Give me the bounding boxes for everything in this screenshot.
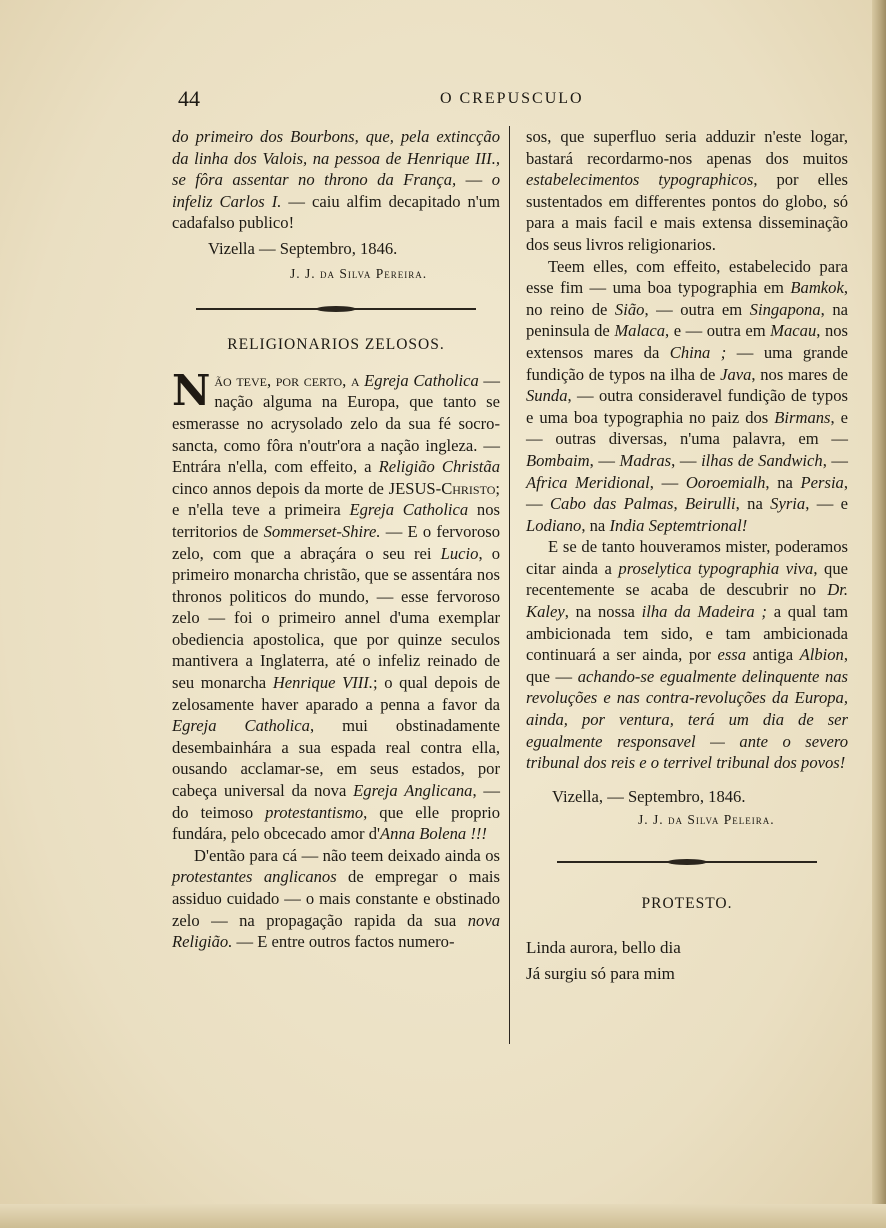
italic-text: Sommerset-Shire. bbox=[263, 521, 381, 541]
text-run: , na bbox=[581, 515, 610, 535]
section-title: RELIGIONARIOS ZELOSOS. bbox=[227, 336, 445, 354]
text-run: , — do teimoso bbox=[172, 781, 500, 822]
italic-text: Lucio bbox=[440, 543, 479, 563]
text-run: , e — outra em bbox=[665, 321, 771, 341]
text-run: — nação alguma na Europa, que tanto se esmerasse no acrysolado zelo da sua fé socro-sancta, como fôra n'outr'ora a nação ingleza. — Entrára n'ella, com effeito, a bbox=[172, 370, 501, 477]
signature-date: Vizella, — Septembro, 1846. bbox=[552, 786, 746, 806]
italic-text: Dr. Kaley bbox=[526, 580, 848, 622]
text-run: ão teve, por certo, a bbox=[214, 370, 365, 390]
poem-line: Já surgiu só para mim bbox=[526, 963, 675, 983]
text-run: — E o fervoroso zelo, com que a abraçára o seu rei bbox=[172, 521, 500, 563]
italic-text: ilha da Madeira ; bbox=[641, 602, 767, 622]
text-run: Teem elles, com effeito, estabelecido para esse fim — uma boa typographia em bbox=[526, 256, 848, 298]
italic-text: Egreja Catholica bbox=[172, 716, 310, 736]
text-run: antiga bbox=[746, 645, 800, 665]
text-run: D'então para cá — não teem deixado ainda os bbox=[194, 845, 500, 865]
italic-text: Cabo das Palmas bbox=[549, 494, 674, 514]
text-run: Christo bbox=[441, 478, 496, 498]
text-run: , por elles sustentados em differentes pontos do globo, só para a mais facil e mais extensa disseminação dos seus livros religionarios. bbox=[526, 170, 848, 254]
left-column bbox=[172, 126, 500, 953]
text-run: , na bbox=[765, 472, 801, 492]
italic-text: Religião Christãa bbox=[378, 457, 500, 477]
page-header bbox=[178, 86, 588, 112]
italic-text: China ; bbox=[669, 342, 727, 362]
signature-date: Vizella — Septembro, 1846. bbox=[208, 238, 398, 258]
text-run: — caiu alfim decapitado n'um cadafalso publico! bbox=[172, 191, 500, 233]
text-run: , — bbox=[526, 472, 849, 514]
italic-text: Sião bbox=[614, 299, 645, 319]
italic-text: India Septemtrional! bbox=[609, 515, 748, 535]
italic-text: essa bbox=[717, 645, 747, 665]
italic-text: Syria bbox=[770, 494, 806, 514]
italic-text: do primeiro dos Bourbons, que, pela extincção da linha dos Valois, na pessoa de Henrique III., se fôra assentar no throno da França, bbox=[172, 127, 500, 190]
article-paragraph bbox=[172, 365, 501, 845]
text-run: E se de tanto houveramos mister, poderamos citar ainda a bbox=[526, 537, 848, 578]
italic-text: Egreja Anglicana bbox=[353, 781, 473, 801]
text-run: , — e bbox=[805, 494, 849, 514]
drop-cap: N bbox=[172, 365, 211, 415]
text-run: ; o qual depois de zelosamente haver aparado a penna a favor da bbox=[172, 673, 500, 714]
italic-text: Anna Bolena !!! bbox=[380, 824, 487, 844]
text-run: , — outra consideravel fundição de typos e uma boa typographia no paiz dos bbox=[526, 386, 848, 427]
text-run: , nos extensos mares da bbox=[526, 321, 848, 362]
column-divider bbox=[509, 126, 510, 1044]
page-number: 44 bbox=[178, 86, 200, 111]
text-run: sos, que superfluo seria adduzir n'este logar, bastará recordarmo-nos apenas dos muitos bbox=[526, 127, 848, 168]
text-run: , na nossa bbox=[564, 602, 642, 622]
italic-text: Henrique VIII. bbox=[272, 673, 373, 693]
poem-line: Linda aurora, bello dia bbox=[526, 937, 681, 957]
italic-text: Africa Meridional bbox=[526, 472, 650, 492]
text-run: — bbox=[456, 170, 492, 190]
right-column bbox=[526, 126, 848, 987]
italic-text: nova Religião. bbox=[172, 910, 500, 952]
text-run: , e — outras diversas, n'uma palavra, em — bbox=[526, 407, 848, 449]
italic-text: Ooroemialh bbox=[685, 472, 766, 492]
continuation-paragraph bbox=[172, 126, 500, 234]
article-paragraph bbox=[172, 845, 500, 953]
italic-text: Beirulli bbox=[684, 494, 736, 514]
text-run: , — bbox=[589, 450, 620, 470]
italic-text: Albion bbox=[799, 645, 844, 665]
signature-name: J. J. da Silva Peleira. bbox=[638, 812, 775, 828]
italic-text: Birmans bbox=[774, 407, 831, 427]
italic-text: Egreja Catholica bbox=[364, 370, 479, 390]
italic-text: o infeliz Carlos I. bbox=[172, 170, 500, 211]
italic-text: estabelecimentos typographicos bbox=[526, 170, 754, 190]
text-run: , — bbox=[649, 472, 686, 492]
italic-text: Madras bbox=[619, 450, 672, 470]
italic-text: achando-se egualmente delinquente nas revoluções e nas contra-revoluções da Europa, ainda, por ventura, terá um dia de ser egualmente responsavel — ante o severo tribunal dos reis e o terrivel tribunal dos povos! bbox=[526, 666, 848, 773]
italic-text: protestantismo bbox=[265, 802, 364, 822]
italic-text: Java bbox=[720, 364, 752, 384]
page-edge-bottom bbox=[0, 1204, 886, 1228]
italic-text: Egreja Catholica bbox=[349, 500, 469, 520]
italic-text: proselytica typographia viva bbox=[618, 558, 814, 578]
italic-text: ilhas de Sandwich bbox=[701, 450, 823, 470]
page-edge bbox=[872, 0, 886, 1228]
text-run: , mui obstinadamente desembainhára a sua espada real contra ella, ousando acclamar-se, em seus estados, por cabeça universal da nova bbox=[172, 716, 500, 801]
text-run: , que elle proprio fundára, pelo obcecado amor d' bbox=[172, 802, 500, 844]
ornamental-rule bbox=[196, 306, 476, 312]
text-run: , — bbox=[822, 450, 849, 470]
section-title: PROTESTO. bbox=[641, 895, 733, 912]
italic-text: Bamkok bbox=[790, 278, 844, 298]
italic-text: Lodiano bbox=[526, 515, 582, 535]
text-run: , na peninsula de bbox=[526, 299, 848, 341]
ornamental-rule bbox=[557, 859, 817, 865]
text-run: , nos mares de bbox=[751, 364, 848, 384]
text-run: , bbox=[673, 494, 685, 514]
article-paragraph bbox=[526, 126, 848, 256]
article-paragraph bbox=[526, 536, 848, 774]
article-paragraph bbox=[526, 256, 848, 537]
text-run: cinco annos depois da morte de JESUS- bbox=[172, 478, 442, 498]
text-run: nos territorios de bbox=[172, 500, 500, 541]
paragraph-text bbox=[172, 365, 501, 844]
italic-text: protestantes anglicanos bbox=[172, 867, 337, 887]
italic-text: Bombaim bbox=[526, 450, 590, 470]
italic-text: Sunda bbox=[526, 386, 568, 406]
signature-name: J. J. da Silva Pereira. bbox=[290, 265, 428, 281]
text-run: , no reino de bbox=[526, 278, 848, 319]
italic-text: Macau bbox=[770, 321, 817, 341]
text-run: de empregar o mais assiduo cuidado — o mais constante e obstinado zelo — na propagação rapida da sua bbox=[172, 867, 501, 930]
italic-text: Persia bbox=[800, 472, 844, 492]
text-run: , o primeiro monarcha christão, que se assentára nos thronos politicos do mundo, — esse fervoroso zelo — foi o primeiro annel d'uma exemplar obediencia apostolica, que por quinze seculos mantivera a Inglaterra, até o infeliz reinado de seu monarcha bbox=[172, 543, 500, 693]
text-run: , que recentemente se acaba de descubrir no bbox=[526, 558, 848, 600]
text-run: — E entre outros factos numero- bbox=[232, 932, 455, 952]
text-run: , na bbox=[735, 494, 771, 514]
text-run: , — outra em bbox=[644, 299, 750, 319]
italic-text: Singapona bbox=[749, 299, 821, 319]
text-run: a qual tam ambicionada tem sido, e tam ambicionada continuará a ser ainda, por bbox=[526, 602, 848, 665]
text-run: , que — bbox=[526, 645, 849, 686]
text-run: — uma grande fundição de typos na ilha de bbox=[526, 342, 848, 384]
text-run: , — bbox=[671, 450, 702, 470]
text-run: ; e n'ella teve a primeira bbox=[172, 478, 500, 520]
italic-text: Malaca bbox=[614, 321, 666, 341]
publication-title: O CREPUSCULO bbox=[440, 90, 584, 107]
